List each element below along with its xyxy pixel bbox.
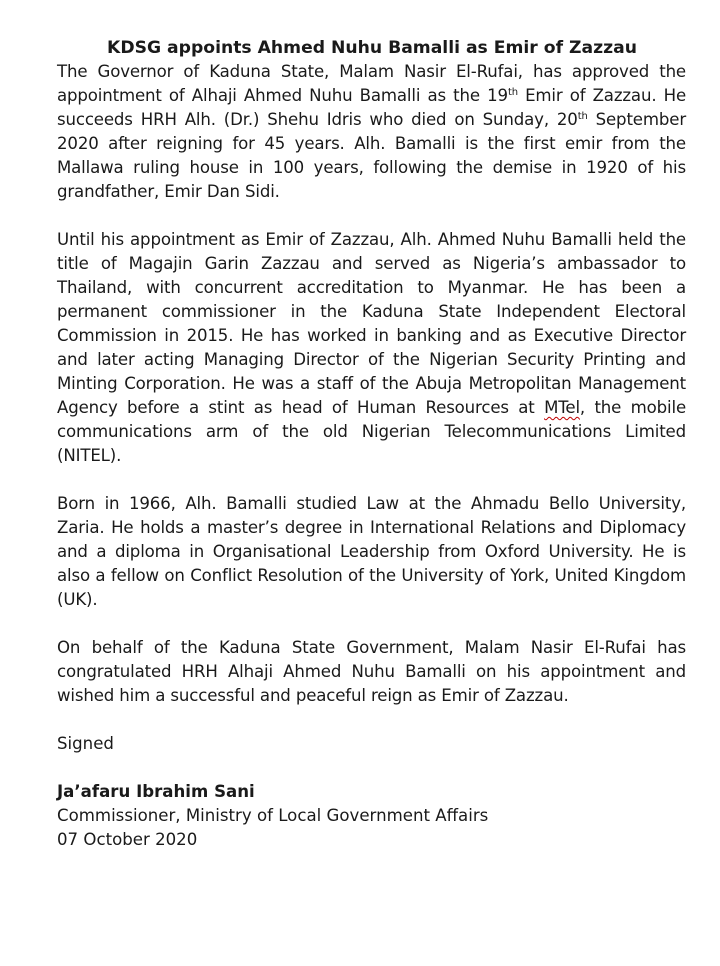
signatory-name: Ja’afaru Ibrahim Sani — [57, 782, 255, 801]
signatory-role: Commissioner, Ministry of Local Government Affairs — [57, 806, 489, 825]
paragraph-appointment-text-1: The Governor of Kaduna State, Malam Nasir El-Rufai, has approved the appointment of Alhaji Ahmed Nuhu Bamalli as the 19 — [57, 62, 686, 105]
press-release — [57, 36, 686, 852]
paragraph-spacer — [57, 756, 686, 780]
paragraph-career-text-2: , the mobile communications arm of the old Nigerian Telecommunications Limited (NITEL). — [57, 398, 686, 465]
paragraph-appointment-text-2: Emir of Zazzau. He succeeds HRH Alh. (Dr.) Shehu Idris who died on Sunday, 20 — [57, 86, 687, 129]
paragraph-congratulations: On behalf of the Kaduna State Government, Malam Nasir El-Rufai has congratulated HRH Alhaji Ahmed Nuhu Bamalli on his appointment and wished him a successful and peaceful reign as Emir of Zazzau. — [57, 638, 686, 705]
spellcheck-flagged-word[interactable]: MTel — [544, 398, 580, 417]
paragraph-career — [57, 228, 686, 468]
paragraph-appointment-text-3: September 2020 after reigning for 45 years. Alh. Bamalli is the first emir from the Mallawa ruling house in 100 years, following the demise in 1920 of his grandfather, Emir Dan Sidi. — [57, 110, 686, 201]
ordinal-suffix-19th: th — [507, 87, 518, 98]
paragraph-spacer — [57, 708, 686, 732]
paragraph-spacer — [57, 468, 686, 492]
paragraph-spacer — [57, 204, 686, 228]
paragraph-career-text-1: Until his appointment as Emir of Zazzau, Alh. Ahmed Nuhu Bamalli held the title of Magajin Garin Zazzau and served as Nigeria’s ambassador to Thailand, with concurrent accreditation to Myanmar. He has been a permanent commissioner in the Kaduna State Independent Electoral Commission in 2015. He has worked in banking and as Executive Director and later acting Managing Director of the Nigerian Security Printing and Minting Corporation. He was a staff of the Abuja Metropolitan Management Agency before a stint as head of Human Resources at — [57, 230, 686, 417]
document-title: KDSG appoints Ahmed Nuhu Bamalli as Emir of Zazzau — [107, 38, 637, 58]
paragraph-spacer — [57, 612, 686, 636]
paragraph-appointment — [57, 60, 686, 204]
signed-label: Signed — [57, 734, 114, 753]
paragraph-education: Born in 1966, Alh. Bamalli studied Law at the Ahmadu Bello University, Zaria. He holds a master’s degree in International Relations and Diplomacy and a diploma in Organisational Leadership from Oxford University. He is also a fellow on Conflict Resolution of the University of York, United Kingdom (UK). — [57, 494, 686, 609]
signatory-date: 07 October 2020 — [57, 830, 198, 849]
ordinal-suffix-20th: th — [577, 111, 588, 122]
